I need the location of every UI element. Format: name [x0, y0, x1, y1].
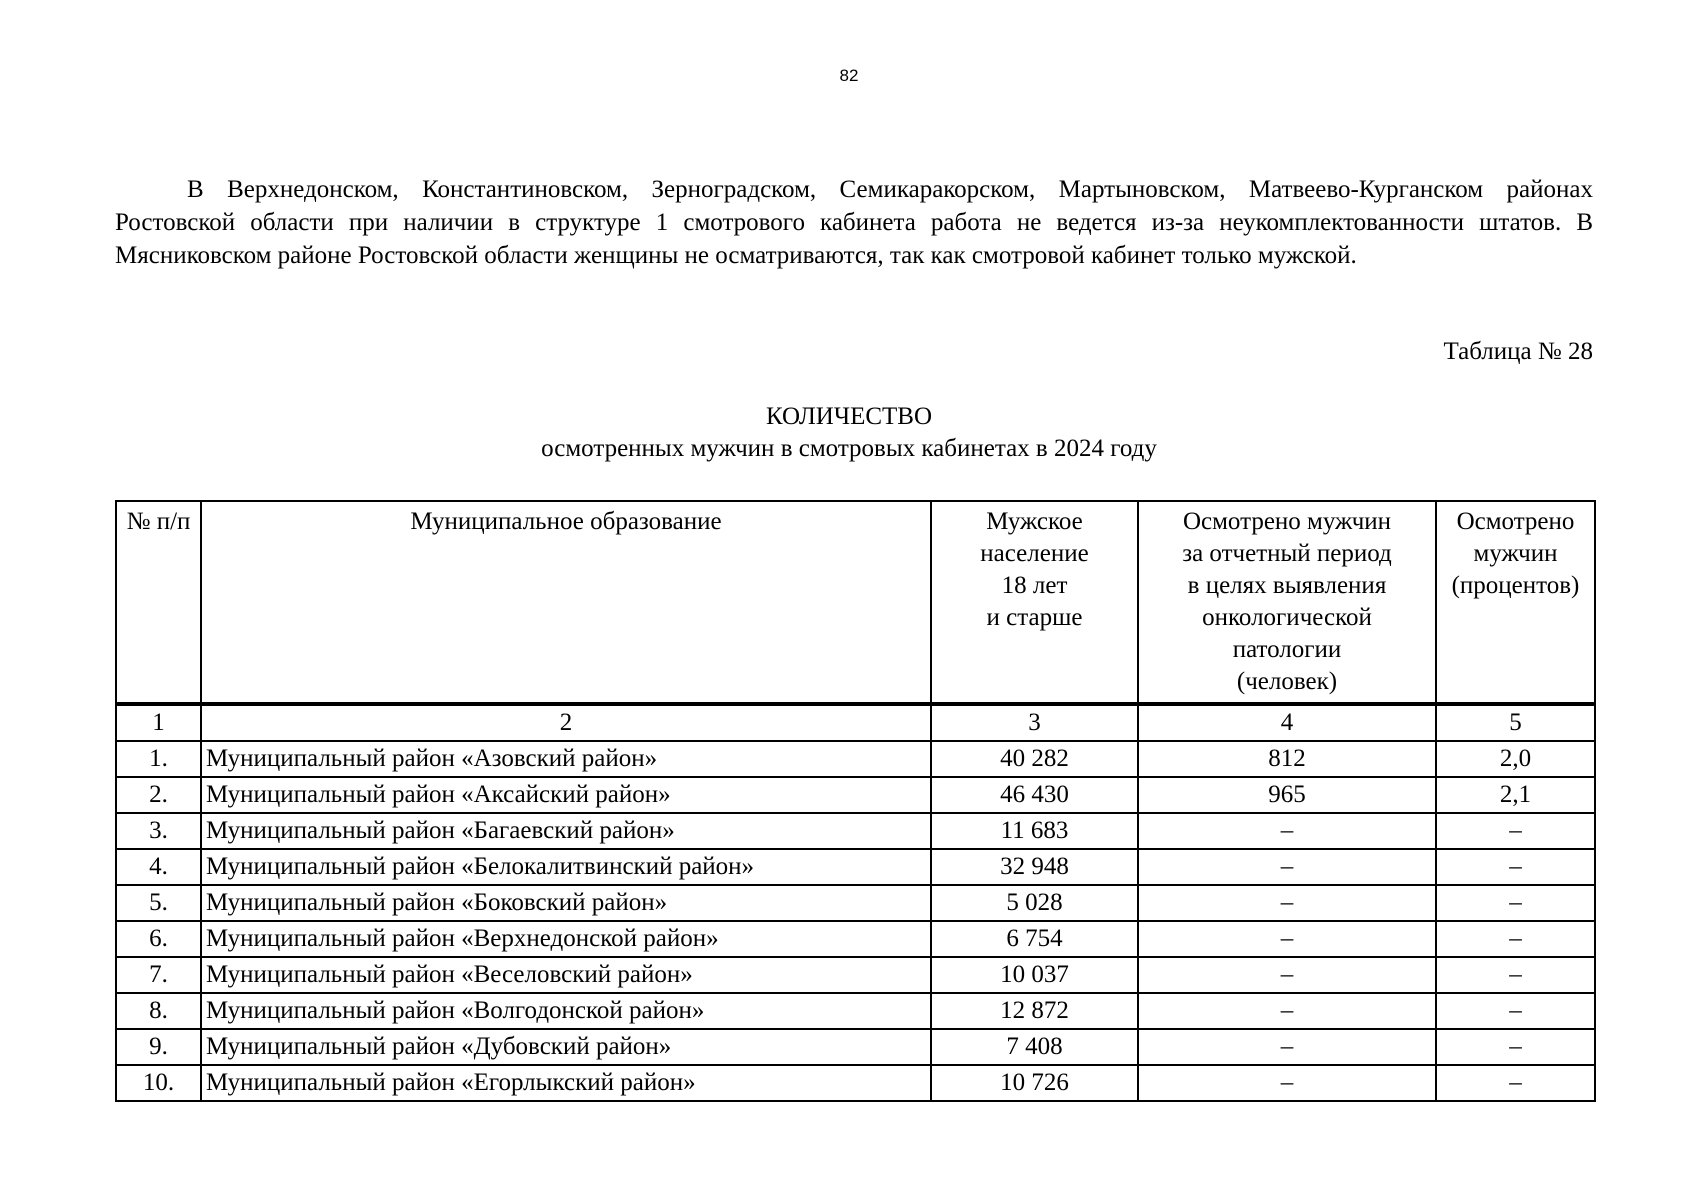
examined-cell: – [1138, 1029, 1436, 1065]
row-number-cell: 4. [116, 849, 201, 885]
percent-cell: – [1436, 849, 1595, 885]
examined-cell: – [1138, 1065, 1436, 1101]
percent-cell: – [1436, 1065, 1595, 1101]
municipality-cell: Муниципальный район «Аксайский район» [201, 777, 931, 813]
table-row [116, 885, 1595, 921]
population-cell: 10 037 [931, 957, 1138, 993]
column-number: 5 [1436, 704, 1595, 741]
table-row [116, 849, 1595, 885]
municipality-cell: Муниципальный район «Волгодонской район» [201, 993, 931, 1029]
table-row [116, 993, 1595, 1029]
row-number-cell: 9. [116, 1029, 201, 1065]
header-cell-municipality: Муниципальное образование [201, 501, 931, 704]
population-cell: 10 726 [931, 1065, 1138, 1101]
column-number: 1 [116, 704, 201, 741]
column-number-row [116, 704, 1595, 741]
row-number-cell: 10. [116, 1065, 201, 1101]
municipality-cell: Муниципальный район «Белокалитвинский район» [201, 849, 931, 885]
population-cell: 7 408 [931, 1029, 1138, 1065]
examined-cell: – [1138, 813, 1436, 849]
population-cell: 46 430 [931, 777, 1138, 813]
population-cell: 40 282 [931, 741, 1138, 777]
data-table [115, 500, 1596, 1102]
municipality-cell: Муниципальный район «Верхнедонской район» [201, 921, 931, 957]
examined-cell: – [1138, 993, 1436, 1029]
table-title-line1: КОЛИЧЕСТВО [765, 403, 933, 430]
table-title [0, 401, 1698, 465]
header-cell-number: № п/п [116, 501, 201, 704]
population-cell: 11 683 [931, 813, 1138, 849]
table-row [116, 741, 1595, 777]
table-row [116, 813, 1595, 849]
percent-cell: – [1436, 921, 1595, 957]
column-number: 4 [1138, 704, 1436, 741]
percent-cell: – [1436, 957, 1595, 993]
body-paragraph: В Верхнедонском, Константиновском, Зерноградском, Семикаракорском, Мартыновском, Матвеево-Курганском районах Ростовской области при наличии в структуре 1 смотрового кабинета работа не ведется из-за неукомплектованности штатов. В Мясниковском районе Ростовской области женщины не осматриваются, так как смотровой кабинет только мужской. [115, 176, 1593, 269]
examined-cell: 965 [1138, 777, 1436, 813]
header-cell-examined: Осмотрено мужчин за отчетный период в целях выявления онкологической патологии (человек) [1138, 501, 1436, 704]
header-row [116, 501, 1595, 704]
municipality-cell: Муниципальный район «Азовский район» [201, 741, 931, 777]
table-row [116, 921, 1595, 957]
row-number-cell: 3. [116, 813, 201, 849]
row-number-cell: 6. [116, 921, 201, 957]
percent-cell: – [1436, 993, 1595, 1029]
row-number-cell: 7. [116, 957, 201, 993]
header-cell-percent: Осмотрено мужчин (процентов) [1436, 501, 1595, 704]
percent-cell: – [1436, 1029, 1595, 1065]
municipality-cell: Муниципальный район «Веселовский район» [201, 957, 931, 993]
row-number-cell: 2. [116, 777, 201, 813]
percent-cell: – [1436, 813, 1595, 849]
row-number-cell: 8. [116, 993, 201, 1029]
page-number: 82 [839, 66, 859, 85]
municipality-cell: Муниципальный район «Багаевский район» [201, 813, 931, 849]
municipality-cell: Муниципальный район «Дубовский район» [201, 1029, 931, 1065]
population-cell: 6 754 [931, 921, 1138, 957]
table-number: Таблица № 28 [1443, 338, 1593, 365]
examined-cell: – [1138, 957, 1436, 993]
percent-cell: 2,1 [1436, 777, 1595, 813]
row-number-cell: 1. [116, 741, 201, 777]
row-number-cell: 5. [116, 885, 201, 921]
table-row [116, 957, 1595, 993]
municipality-cell: Муниципальный район «Боковский район» [201, 885, 931, 921]
examined-cell: – [1138, 849, 1436, 885]
population-cell: 32 948 [931, 849, 1138, 885]
table-title-line2: осмотренных мужчин в смотровых кабинетах в 2024 году [541, 435, 1157, 462]
population-cell: 5 028 [931, 885, 1138, 921]
examined-cell: – [1138, 921, 1436, 957]
table-row [116, 1065, 1595, 1101]
column-number: 3 [931, 704, 1138, 741]
table-row [116, 777, 1595, 813]
population-cell: 12 872 [931, 993, 1138, 1029]
percent-cell: 2,0 [1436, 741, 1595, 777]
municipality-cell: Муниципальный район «Егорлыкский район» [201, 1065, 931, 1101]
examined-cell: 812 [1138, 741, 1436, 777]
examined-cell: – [1138, 885, 1436, 921]
column-number: 2 [201, 704, 931, 741]
percent-cell: – [1436, 885, 1595, 921]
header-cell-population: Мужское население 18 лет и старше [931, 501, 1138, 704]
table-row [116, 1029, 1595, 1065]
